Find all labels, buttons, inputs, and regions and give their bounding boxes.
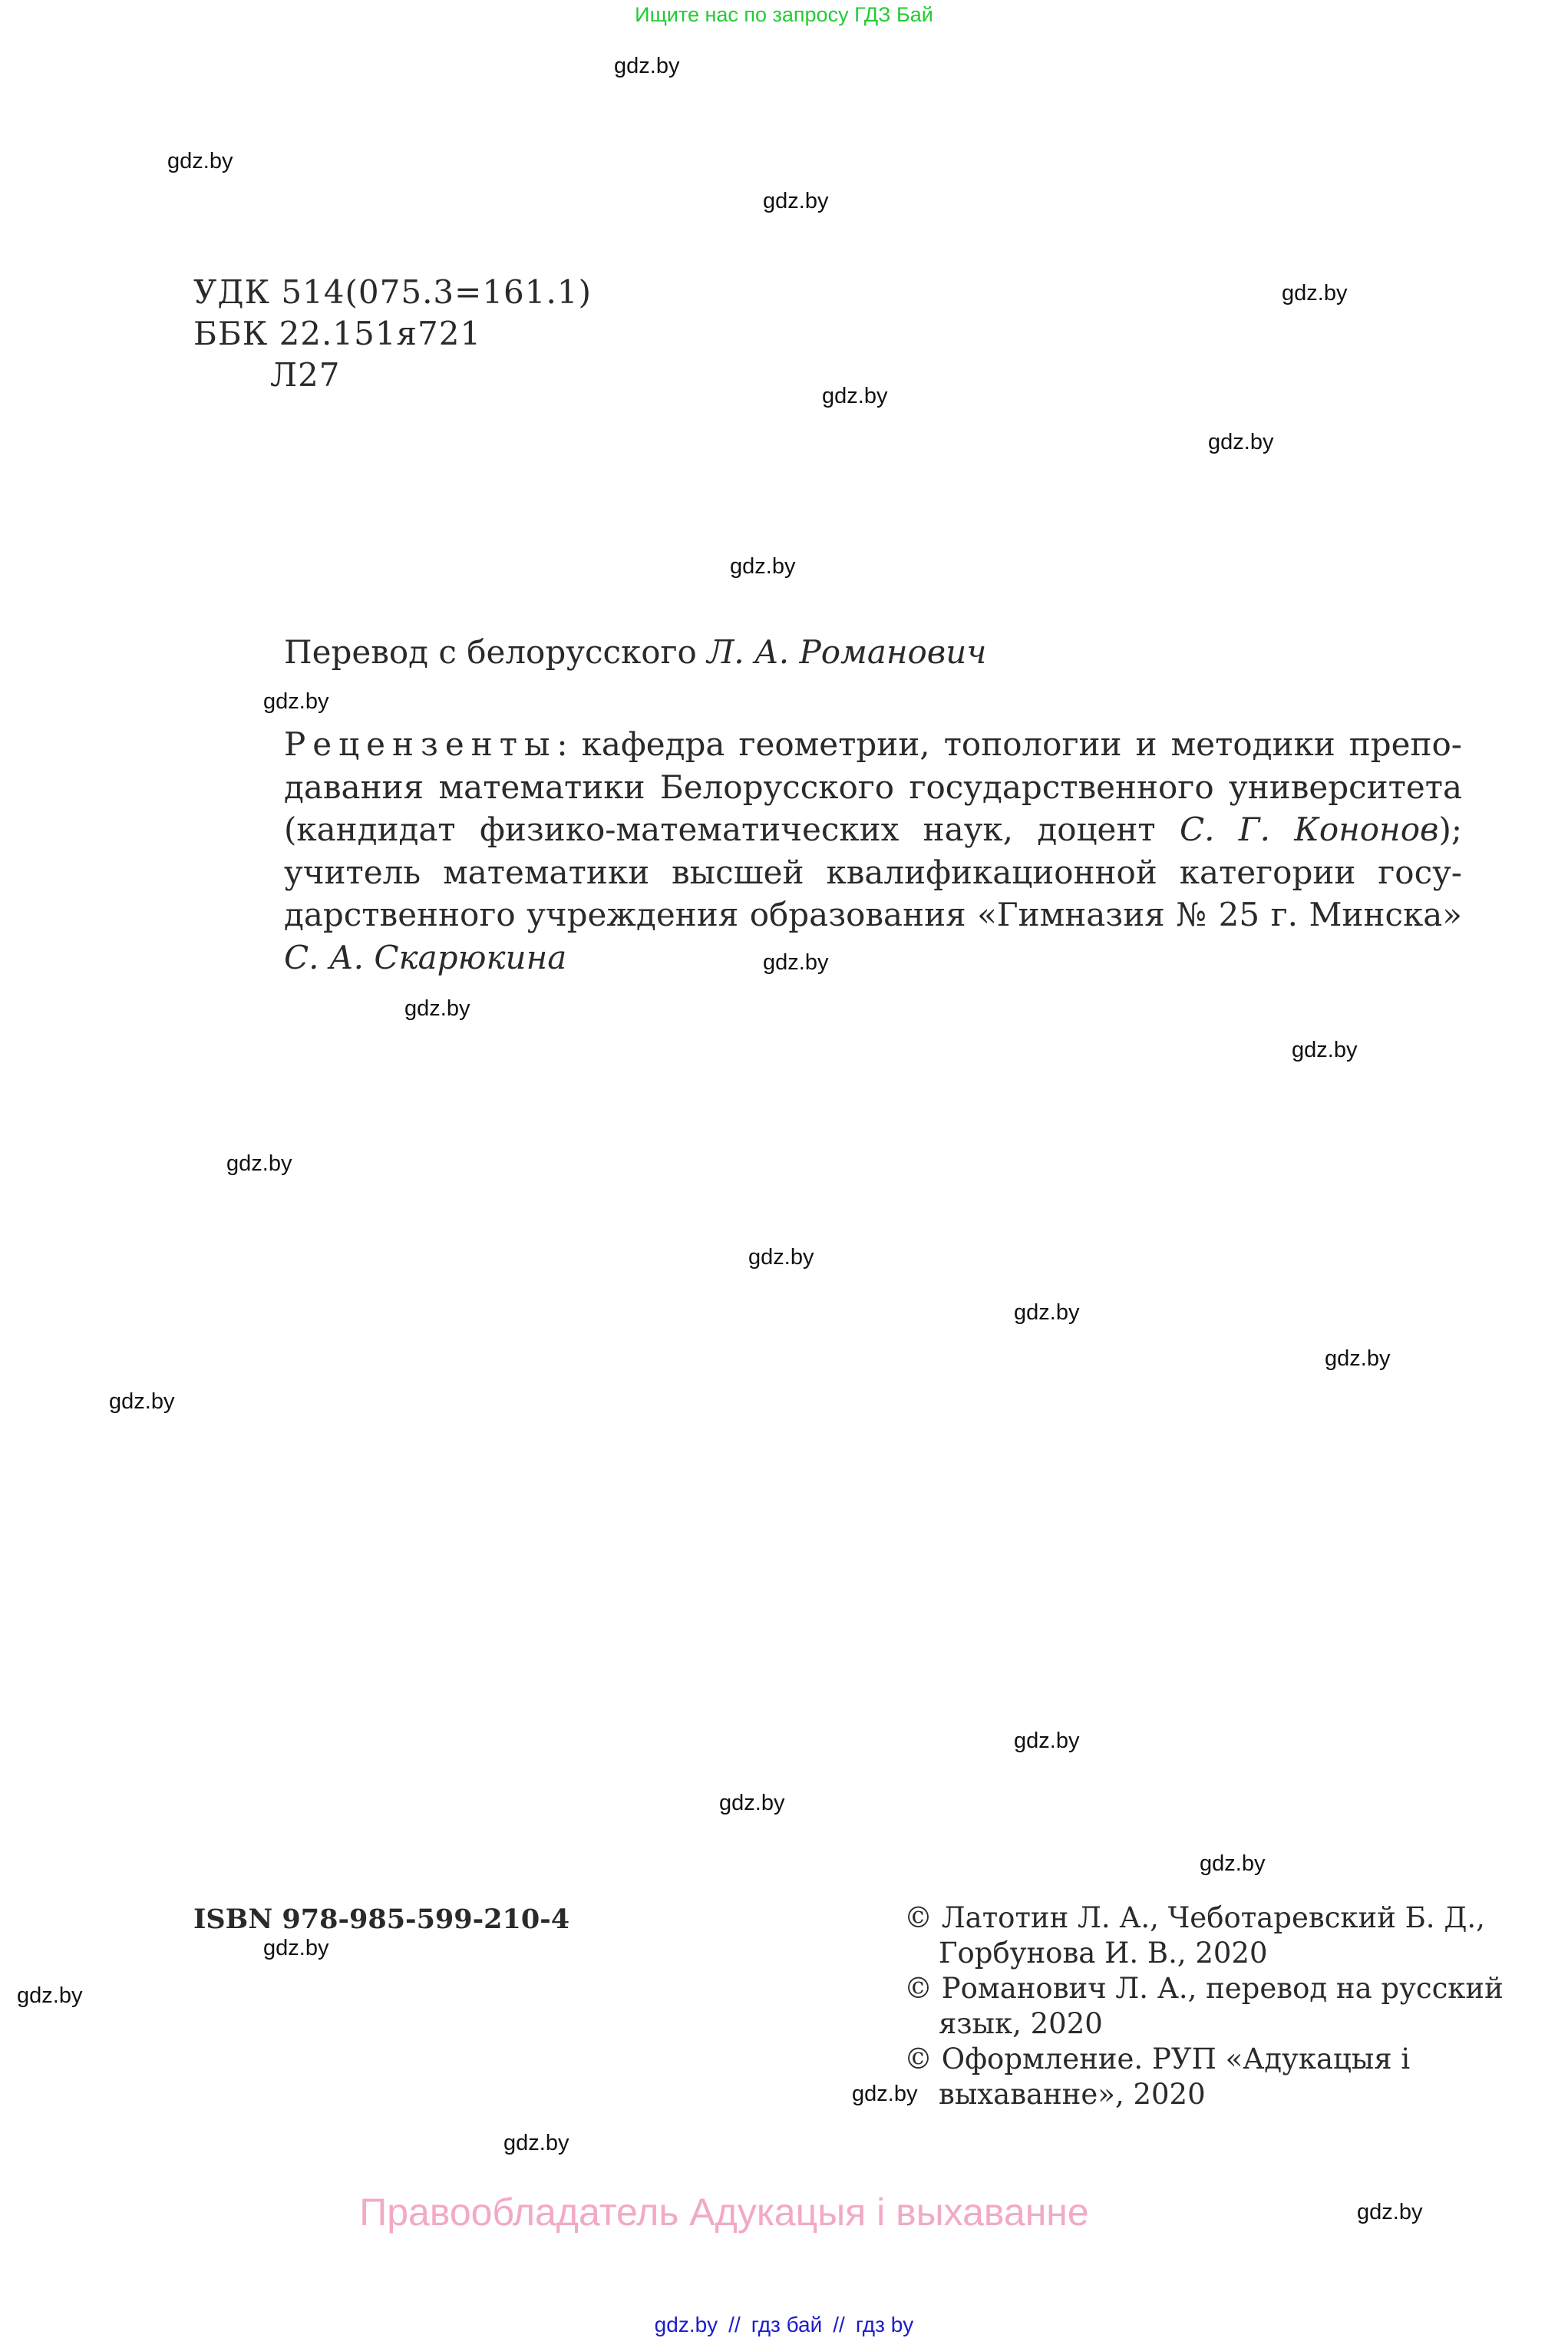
watermark: gdz.by: [17, 1983, 83, 2008]
watermark: gdz.by: [730, 554, 796, 579]
copyright-entry: © Романович Л. А., перевод на русский: [904, 1972, 1504, 2005]
reviewers-line-3: (кандидат физико-математических наук, доцент С. Г. Кононов);: [284, 811, 1462, 849]
translation-prefix: Перевод с белорусского: [284, 633, 697, 671]
translator-name: Л. А. Романович: [707, 633, 987, 671]
watermark: gdz.by: [614, 54, 680, 78]
watermark: gdz.by: [263, 689, 329, 714]
reviewers-line-2: давания математики Белорусского государственного университета: [284, 768, 1462, 806]
watermark: gdz.by: [822, 384, 888, 408]
watermark: gdz.by: [109, 1389, 175, 1414]
isbn: ISBN 978-985-599-210-4: [193, 1904, 570, 1935]
link-gdz-bai[interactable]: гдз бай: [751, 2313, 823, 2336]
link-separator: //: [833, 2313, 845, 2336]
copyright-icon: ©: [904, 1901, 933, 1934]
link-gdz-by[interactable]: gdz.by: [654, 2313, 718, 2336]
copyright-icon: ©: [904, 1972, 933, 2005]
watermark: gdz.by: [1325, 1346, 1391, 1371]
reviewers-line-1: Рецензенты: кафедра геометрии, топологии и методики препо-: [284, 725, 1462, 763]
rights-holder: Правообладатель Адукацыя і выхаванне: [359, 2191, 1089, 2234]
copyright-icon: ©: [904, 2042, 933, 2075]
watermark: gdz.by: [763, 950, 829, 975]
watermark: gdz.by: [1014, 1729, 1080, 1753]
watermark: gdz.by: [226, 1151, 292, 1176]
translation-line: [284, 633, 986, 671]
bbk-code: ББК 22.151я721: [193, 315, 482, 352]
reviewers-paragraph: [284, 723, 1462, 979]
watermark: gdz.by: [503, 2131, 569, 2155]
reviewers-line-4: учитель математики высшей квалификационной категории госу-: [284, 853, 1462, 891]
link-separator: //: [728, 2313, 741, 2336]
watermark: gdz.by: [1282, 281, 1348, 305]
watermark: gdz.by: [1200, 1851, 1266, 1876]
watermark: gdz.by: [1292, 1038, 1358, 1062]
watermark: gdz.by: [1357, 2200, 1423, 2224]
watermark: gdz.by: [852, 2082, 918, 2106]
top-banner: Ищите нас по запросу ГДЗ Бай: [635, 3, 933, 26]
copyright-entry: © Оформление. РУП «Адукацыя і: [904, 2042, 1411, 2075]
udk-code: УДК 514(075.3=161.1): [193, 273, 592, 311]
watermark: gdz.by: [1208, 430, 1274, 454]
watermark: gdz.by: [263, 1936, 329, 1960]
reviewer-name-2: С. А. Скарюкина: [284, 938, 567, 976]
bottom-links: [0, 2313, 1568, 2337]
author-mark: Л27: [270, 356, 341, 394]
watermark: gdz.by: [763, 189, 829, 213]
library-codes: [193, 272, 592, 396]
watermark: gdz.by: [1014, 1300, 1080, 1325]
watermark: gdz.by: [167, 149, 233, 173]
watermark: gdz.by: [748, 1245, 814, 1270]
watermark: gdz.by: [719, 1791, 785, 1815]
reviewers-line-5: дарственного учреждения образования «Гимназия № 25 г. Минска»: [284, 896, 1462, 934]
reviewer-name-1: С. Г. Кононов: [1179, 811, 1439, 849]
copyright-block: © Латотин Л. А., Чеботаревский Б. Д., Горбунова И. В., 2020 © Романович Л. А., перевод на русский язык, 2020 © Оформление. РУП «Адукацыя і выхаванне», 2020: [904, 1901, 1504, 2111]
reviewers-label: Рецензенты: [284, 725, 557, 763]
copyright-entry: © Латотин Л. А., Чеботаревский Б. Д.,: [904, 1901, 1485, 1934]
link-gdz-by-cyr[interactable]: гдз by: [855, 2313, 914, 2336]
watermark: gdz.by: [404, 996, 470, 1021]
